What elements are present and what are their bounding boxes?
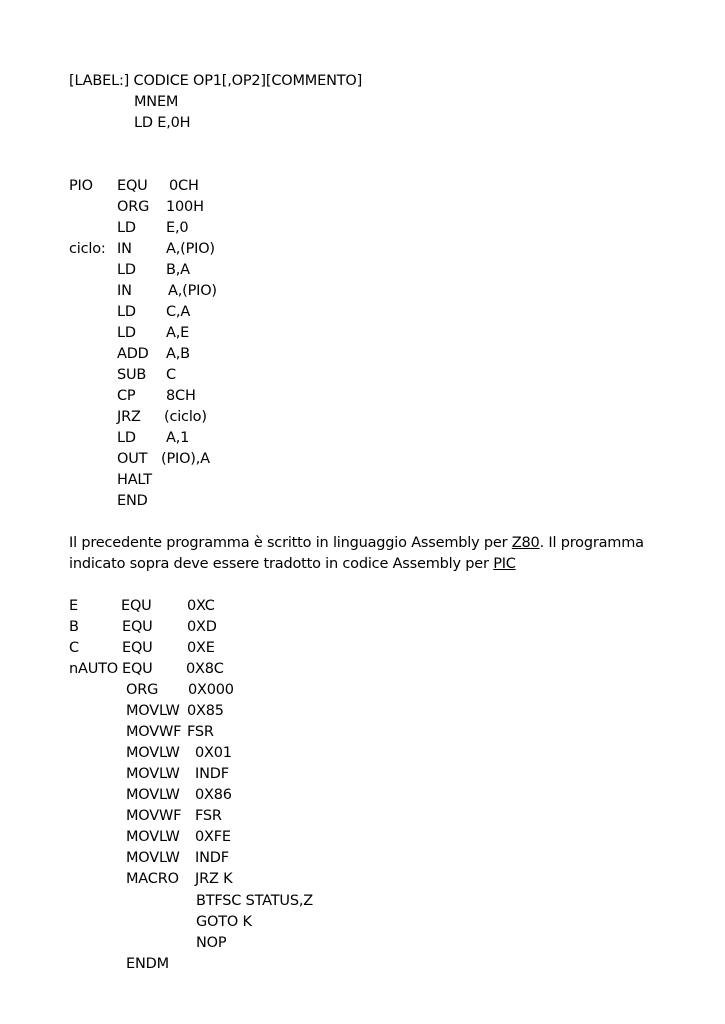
pic-opcode: MOVLW (126, 703, 180, 719)
z80-opcode: LD (117, 220, 136, 236)
pic-opcode: MOVLW (126, 766, 180, 782)
syntax-header: [LABEL:] CODICE OP1[,OP2][COMMENTO] (69, 73, 363, 89)
z80-operand: C,A (166, 304, 191, 320)
z80-operand: A,E (166, 325, 190, 341)
z80-opcode: IN (117, 283, 132, 299)
pic-operand: JRZ K (195, 871, 233, 887)
pic-label: B (69, 619, 79, 635)
z80-opcode: LD (117, 304, 136, 320)
z80-operand: E,0 (166, 220, 189, 236)
z80-link[interactable]: Z80 (511, 535, 540, 551)
pic-operand: 0X86 (195, 787, 232, 803)
macro-instruction: BTFSC STATUS,Z (196, 893, 313, 909)
endm-line: ENDM (126, 956, 169, 972)
description-text-2: . Il programma indicato sopra deve essere tradotto in codice Assembly per (69, 535, 644, 572)
pic-operand: INDF (195, 766, 229, 782)
pic-opcode: EQU (122, 640, 153, 656)
z80-operand: A,(PIO) (168, 283, 217, 299)
syntax-example: LD E,0H (134, 115, 191, 131)
macro-instruction: GOTO K (196, 914, 252, 930)
description-paragraph (69, 533, 689, 575)
z80-opcode: EQU (117, 178, 148, 194)
pic-operand: 0XC (187, 598, 215, 614)
pic-label: nAUTO (69, 661, 118, 677)
pic-operand: 0X8C (186, 661, 224, 677)
pic-opcode: MOVLW (126, 850, 180, 866)
pic-opcode: MOVLW (126, 745, 180, 761)
z80-opcode: LD (117, 430, 136, 446)
z80-label: PIO (69, 178, 93, 194)
z80-operand: B,A (166, 262, 190, 278)
z80-label: ciclo: (69, 241, 106, 257)
pic-operand: FSR (187, 724, 214, 740)
z80-opcode: JRZ (117, 409, 141, 425)
z80-opcode: END (117, 493, 148, 509)
pic-opcode: MOVWF (126, 808, 182, 824)
pic-opcode: MOVWF (126, 724, 182, 740)
z80-operand: A,1 (166, 430, 190, 446)
pic-opcode: EQU (122, 619, 153, 635)
pic-label: E (69, 598, 78, 614)
z80-operand: 0CH (169, 178, 199, 194)
pic-opcode: MOVLW (126, 829, 180, 845)
z80-opcode: ORG (117, 199, 150, 215)
z80-opcode: SUB (117, 367, 147, 383)
z80-operand: C (166, 367, 176, 383)
z80-opcode: CP (117, 388, 136, 404)
pic-opcode: MACRO (126, 871, 179, 887)
z80-opcode: HALT (117, 472, 152, 488)
pic-opcode: ORG (126, 682, 159, 698)
pic-operand: FSR (195, 808, 222, 824)
pic-operand: 0X85 (187, 703, 224, 719)
pic-operand: 0XFE (195, 829, 231, 845)
z80-operand: 100H (166, 199, 204, 215)
z80-operand: A,B (166, 346, 190, 362)
pic-opcode: EQU (121, 598, 152, 614)
z80-opcode: LD (117, 325, 136, 341)
pic-operand: 0XD (187, 619, 217, 635)
pic-operand: INDF (195, 850, 229, 866)
macro-instruction: NOP (196, 935, 227, 951)
pic-operand: 0XE (187, 640, 215, 656)
z80-operand: (PIO),A (161, 451, 210, 467)
description-text-1: Il precedente programma è scritto in linguaggio Assembly per (69, 535, 512, 551)
pic-operand: 0X000 (188, 682, 234, 698)
z80-opcode: IN (117, 241, 132, 257)
z80-operand: 8CH (166, 388, 196, 404)
z80-opcode: ADD (117, 346, 149, 362)
pic-operand: 0X01 (195, 745, 232, 761)
pic-link[interactable]: PIC (493, 556, 516, 572)
syntax-mnem: MNEM (134, 94, 179, 110)
pic-opcode: EQU (122, 661, 153, 677)
z80-opcode: OUT (117, 451, 148, 467)
z80-operand: (ciclo) (164, 409, 207, 425)
pic-label: C (69, 640, 79, 656)
z80-operand: A,(PIO) (166, 241, 215, 257)
z80-opcode: LD (117, 262, 136, 278)
pic-opcode: MOVLW (126, 787, 180, 803)
